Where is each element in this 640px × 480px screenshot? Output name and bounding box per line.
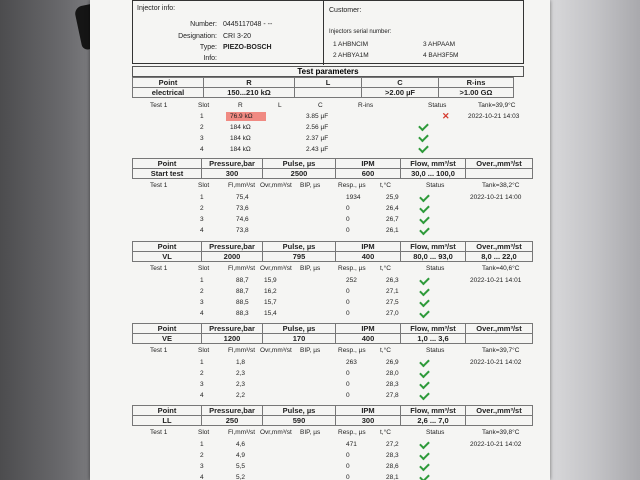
test-0-header-cell: Flow, mm³/st [401,159,466,169]
check-icon [419,275,430,286]
test-2-value: 1 [200,359,204,366]
electrical-header [132,77,514,98]
test-2-value: 0 [346,381,350,388]
test-0-value: 26,1 [386,227,399,234]
test-0-header-cell: 2500 [263,169,336,179]
electrical-header-cell: 150...210 kΩ [204,88,295,98]
test-3-header [132,405,533,426]
test-2-col: Status [426,347,445,354]
test-1-header-cell: VL [133,252,202,262]
check-icon [419,308,430,319]
test-0-value: 73,8 [236,227,249,234]
electrical-col-r: R [238,102,243,109]
test-3-value: 0 [346,452,350,459]
test-3-header-cell [466,416,533,426]
test-2-tank: Tank=39,7°C [482,347,520,354]
test-0-value: 26,7 [386,216,399,223]
test-0-col: Resp., µs [338,182,366,189]
test-2-value: 26,9 [386,359,399,366]
test-3-header-cell: 2,6 ... 7,0 [401,416,466,426]
test-0-header-cell: Pulse, µs [263,159,336,169]
test-1-value: 88,3 [236,310,249,317]
test-2-value: 2,3 [236,381,246,388]
electrical-slot: 2 [200,124,204,131]
test-3-col: Test 1 [150,429,168,436]
test-2-col: Slot [198,347,210,354]
test-3-value: 27,2 [386,441,399,448]
number-label: Number: [190,21,217,28]
test-2-value: 2,3 [236,370,246,377]
check-icon [419,461,430,472]
test-1-tank: Tank=40,6°C [482,265,520,272]
electrical-c: 2.56 µF [306,124,329,131]
test-0-value: 0 [346,205,350,212]
test-1-header-cell: 2000 [202,252,263,262]
test-2-header-cell: 400 [336,334,401,344]
test-2-value: 2,2 [236,392,246,399]
electrical-c: 3.85 µF [306,113,329,120]
check-icon [418,121,429,132]
electrical-header-cell: L [295,78,362,88]
test-1-header-cell: Over.,mm³/st [466,242,533,252]
test-0-header-cell: 300 [202,169,263,179]
test-3-header-cell: 300 [336,416,401,426]
test-3-value: 1 [200,441,204,448]
test-1-value: 88,5 [236,299,249,306]
test-2-col: Resp., µs [338,347,366,354]
electrical-header-cell: Point [133,78,204,88]
designation-value: CRI 3-20 [223,33,252,40]
test-3-value: 4,6 [236,441,246,448]
test-3-col: Resp., µs [338,429,366,436]
test-1-value: 88,7 [236,277,249,284]
test-1-header [132,241,533,262]
test-2-col: Test 1 [150,347,168,354]
test-0-header-cell: IPM [336,159,401,169]
test-2-value: 28,0 [386,370,399,377]
test-3-value: 5,2 [236,474,246,480]
electrical-header-cell [295,88,362,98]
test-1-value: 15,4 [264,310,277,317]
check-icon [419,368,430,379]
test-3-col: Fl,mm³/st [228,429,256,436]
type-value: PIEZO-BOSCH [223,44,272,51]
test-3-header-cell: 250 [202,416,263,426]
test-0-header-cell: Over.,mm³/st [466,159,533,169]
background-left [0,0,92,480]
test-0-value: 1 [200,194,204,201]
test-2-value: 4 [200,392,204,399]
check-icon [419,390,430,401]
test-2-header-cell: 1,0 ... 3,6 [401,334,466,344]
electrical-slot: 1 [200,113,204,120]
test-1-col: Resp., µs [338,265,366,272]
test-3-header-cell: Pulse, µs [263,406,336,416]
test-2-col: Fl,mm³/st [228,347,256,354]
check-icon [419,357,430,368]
test-3-col: Status [426,429,445,436]
designation-label: Designation: [178,33,217,40]
electrical-c: 2.43 µF [306,146,329,153]
test-3-value: 28,6 [386,463,399,470]
test-3-header-cell: 590 [263,416,336,426]
test-0-col: BIP, µs [300,182,321,189]
test-1-value: 0 [346,310,350,317]
test-3-value: 5,5 [236,463,246,470]
test-2-value: 263 [346,359,357,366]
electrical-col-l: L [278,102,282,109]
test-2-date: 2022-10-21 14:02 [470,359,522,366]
test-2-header-cell: VE [133,334,202,344]
test-1-header-cell: 795 [263,252,336,262]
test-1-header-cell: IPM [336,242,401,252]
serial-3: 3 AHPAAM [423,41,456,48]
check-icon [419,297,430,308]
check-icon [419,286,430,297]
serial-1: 1 AHBNCIM [333,41,369,48]
check-icon [419,192,430,203]
test-1-header-cell: 400 [336,252,401,262]
test-2-value: 28,3 [386,381,399,388]
electrical-tank: Tank=39,9°C [478,102,516,109]
check-icon [419,203,430,214]
test-2-col: Ovr,mm³/st [260,347,292,354]
test-2-header-cell: Point [133,324,202,334]
test-1-col: Status [426,265,445,272]
test-1-value: 15,7 [264,299,277,306]
test-0-value: 1934 [346,194,361,201]
test-1-value: 4 [200,310,204,317]
test-3-value: 4,9 [236,452,246,459]
test-0-header-cell: 30,0 ... 100,0 [401,169,466,179]
test-2-value: 2 [200,370,204,377]
test-0-tank: Tank=38,2°C [482,182,520,189]
test-0-value: 25,9 [386,194,399,201]
test-3-value: 2 [200,452,204,459]
test-1-value: 0 [346,288,350,295]
electrical-c: 2.37 µF [306,135,329,142]
test-2-header-cell [466,334,533,344]
test-1-date: 2022-10-21 14:01 [470,277,522,284]
test-1-value: 16,2 [264,288,277,295]
serial-2: 2 AHBYA1M [333,52,369,59]
serial-label: Injectors serial number: [329,29,392,35]
test-2-value: 0 [346,392,350,399]
test-2-header-cell: Flow, mm³/st [401,324,466,334]
test-0-col: Slot [198,182,210,189]
test-2-header-cell: IPM [336,324,401,334]
test-0-col: Ovr,mm³/st [260,182,292,189]
test-1-value: 15,9 [264,277,277,284]
check-icon [419,225,430,236]
test-1-col: Test 1 [150,265,168,272]
test-0-value: 3 [200,216,204,223]
check-icon [419,214,430,225]
test-3-col: BIP, µs [300,429,321,436]
test-0-value: 0 [346,227,350,234]
serial-4: 4 BAH3F5M [423,52,459,59]
electrical-test-label: Test 1 [150,102,168,109]
test-0-header-cell [466,169,533,179]
check-icon [419,439,430,450]
test-3-value: 4 [200,474,204,480]
test-1-value: 27,0 [386,310,399,317]
electrical-header-cell: C [362,78,439,88]
test-3-col: t,°C [380,429,391,436]
header-divider [323,1,324,65]
info-label: Info: [203,55,217,62]
test-0-value: 4 [200,227,204,234]
test-2-value: 3 [200,381,204,388]
test-3-header-cell: Over.,mm³/st [466,406,533,416]
electrical-date: 2022-10-21 14:03 [468,113,520,120]
test-1-value: 2 [200,288,204,295]
test-1-value: 27,5 [386,299,399,306]
test-0-value: 2 [200,205,204,212]
test-1-header-cell: Pulse, µs [263,242,336,252]
electrical-slot: 4 [200,146,204,153]
electrical-r: 184 kΩ [230,135,251,142]
electrical-header-cell: electrical [133,88,204,98]
test-0-header-cell: Start test [133,169,202,179]
test-3-header-cell: Flow, mm³/st [401,406,466,416]
test-1-value: 26,3 [386,277,399,284]
test-0-header [132,158,533,179]
test-3-header-cell: IPM [336,406,401,416]
test-3-header-cell: LL [133,416,202,426]
test-1-value: 1 [200,277,204,284]
test-0-header-cell: 600 [336,169,401,179]
test-3-value: 0 [346,474,350,480]
number-value: 0445117048 - -- [223,21,273,28]
test-2-header-cell: Pressure,bar [202,324,263,334]
electrical-r: 184 kΩ [230,146,251,153]
electrical-col-r-ins: R-ins [358,102,374,109]
test-1-header-cell: 8,0 ... 22,0 [466,252,533,262]
test-3-value: 28,1 [386,474,399,480]
test-2-value: 27,8 [386,392,399,399]
test-1-col: Ovr,mm³/st [260,265,292,272]
type-label: Type: [199,44,217,51]
test-3-tank: Tank=39,8°C [482,429,520,436]
test-1-header-cell: Flow, mm³/st [401,242,466,252]
test-1-value: 252 [346,277,357,284]
test-2-value: 0 [346,370,350,377]
check-icon [419,450,430,461]
test-1-col: Slot [198,265,210,272]
test-1-value: 88,7 [236,288,249,295]
test-0-col: t,°C [380,182,391,189]
electrical-header-cell: >2.00 µF [362,88,439,98]
test-0-header-cell: Point [133,159,202,169]
test-0-header-cell: Pressure,bar [202,159,263,169]
electrical-header-cell: R [204,78,295,88]
test-3-header-cell: Pressure,bar [202,406,263,416]
test-3-header-cell: Point [133,406,202,416]
test-2-value: 1,8 [236,359,246,366]
electrical-r: 184 kΩ [230,124,251,131]
test-parameters-title: Test parameters [132,66,524,77]
test-3-col: Slot [198,429,210,436]
test-0-value: 26,4 [386,205,399,212]
test-2-header-cell: Pulse, µs [263,324,336,334]
test-2-col: t,°C [380,347,391,354]
test-0-col: Status [426,182,445,189]
test-1-value: 27,1 [386,288,399,295]
test-0-value: 75,4 [236,194,249,201]
electrical-col-c: C [318,102,323,109]
test-2-header [132,323,533,344]
injector-info-header [132,0,524,64]
fail-icon: ✕ [442,111,450,121]
test-3-value: 471 [346,441,357,448]
test-1-col: t,°C [380,265,391,272]
electrical-r: 76.9 kΩ [230,113,253,120]
test-1-header-cell: Point [133,242,202,252]
test-3-value: 3 [200,463,204,470]
test-0-value: 0 [346,216,350,223]
test-0-date: 2022-10-21 14:00 [470,194,522,201]
report-sheet [90,0,550,480]
test-0-value: 73,6 [236,205,249,212]
test-0-col: Fl,mm³/st [228,182,256,189]
electrical-header-cell: R-ins [439,78,514,88]
check-icon [418,132,429,143]
test-1-value: 3 [200,299,204,306]
electrical-header-cell: >1.00 GΩ [439,88,514,98]
test-2-col: BIP, µs [300,347,321,354]
test-1-col: BIP, µs [300,265,321,272]
test-0-col: Test 1 [150,182,168,189]
test-0-value: 74,6 [236,216,249,223]
test-1-header-cell: Pressure,bar [202,242,263,252]
test-3-value: 0 [346,463,350,470]
test-3-col: Ovr,mm³/st [260,429,292,436]
test-3-date: 2022-10-21 14:02 [470,441,522,448]
check-icon [418,143,429,154]
check-icon [419,472,430,480]
electrical-col-slot: Slot [198,102,210,109]
background-right [548,0,640,480]
test-2-header-cell: 1200 [202,334,263,344]
test-1-value: 0 [346,299,350,306]
test-2-header-cell: Over.,mm³/st [466,324,533,334]
test-1-header-cell: 80,0 ... 93,0 [401,252,466,262]
injector-info-title: Injector info: [137,5,176,12]
electrical-slot: 3 [200,135,204,142]
test-2-header-cell: 170 [263,334,336,344]
check-icon [419,379,430,390]
test-1-col: Fl,mm³/st [228,265,256,272]
electrical-col-status: Status [428,102,447,109]
test-3-value: 28,3 [386,452,399,459]
customer-label: Customer: [329,7,362,14]
